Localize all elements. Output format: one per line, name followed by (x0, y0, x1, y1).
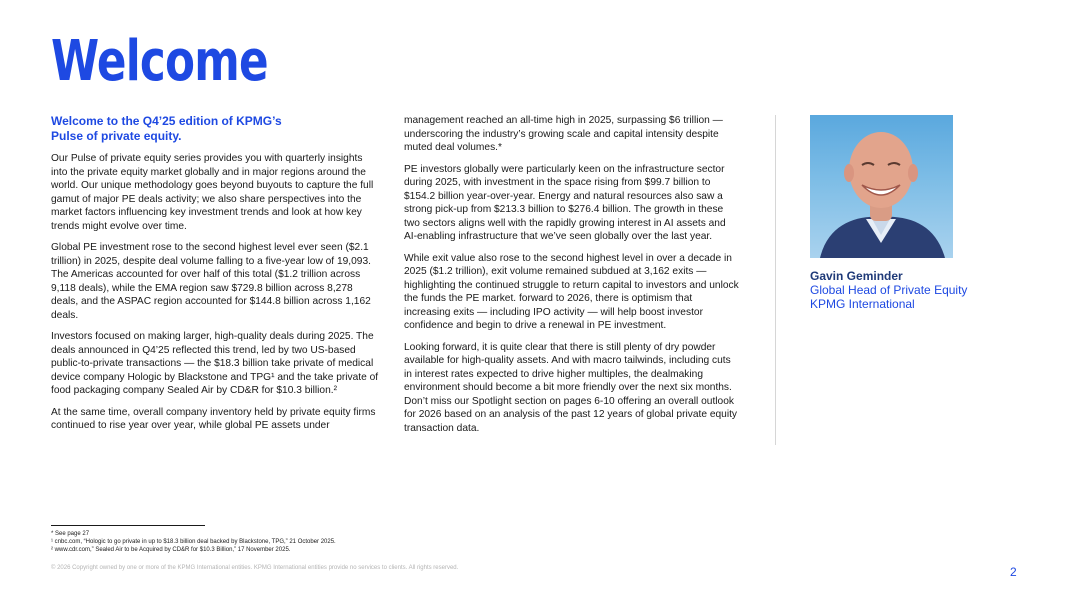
intro-heading: Welcome to the Q4’25 edition of KPMG’s Pulse of private equity. (51, 114, 282, 143)
paragraph: While exit value also rose to the second highest level in over a decade in 2025 ($1.2 trillion), exit volume remained subdued at 3,162 exits — highlighting the continued struggle to return capital to investors and unlock the funds the PE market. forward to 2026, there is optimism that increasing exits — including IPO activity — will help boost investor confidence and begin to drive a renewal in PE investment. (404, 252, 739, 331)
text-column-right (404, 114, 740, 443)
portrait-photo (810, 115, 953, 258)
column-divider (775, 115, 776, 445)
footnote-divider (51, 525, 205, 526)
paragraph: Looking forward, it is quite clear that there is still plenty of dry powder available for high-quality assets. And with macro tailwinds, including cuts in interest rates expected to drive higher multiples, the dealmaking environment should become a bit more friendly over the next six months. Don’t miss our Spotlight section on pages 6-10 offering an overall outlook for 2026 based on an analysis of the past 12 years of global private equity transaction data. (404, 341, 738, 434)
paragraph: PE investors globally were particularly keen on the infrastructure sector during 2025, with investment in the space rising from $99.7 billion to $154.2 billion year-over-year. Energy and natural resources also saw a strong pick-up from $213.3 billion to $276.4 billion. The growth in these two sectors aligns well with the rapidly growing interest in AI assets and AI-enabling infrastructure that we’ve seen globally over the last year. (404, 163, 726, 242)
footnote: ² www.cdr.com,” Sealed Air to be Acquired by CD&R for $10.3 Billion,” 17 November 2025. (51, 547, 291, 553)
page-title: Welcome (51, 29, 268, 94)
person-role: Global Head of Private Equity (810, 283, 968, 297)
paragraph: Our Pulse of private equity series provides you with quarterly insights into the private equity market globally and in major regions around the world. Our unique methodology goes beyond buyouts to capture the full gamut of major PE deals activity; we also share perspectives into the market factors influencing key investment trends and look at how key trends might evolve over time. (51, 153, 374, 232)
paragraph: Investors focused on making larger, high-quality deals during 2025. The deals announced in Q4’25 reflected this trend, led by two US-based public-to-private transactions — the $18.3 billion take private of medical device company Hologic by Blackstone and TPG¹ and the take private of food packaging company Sealed Air by CD&R for $10.3 billion.² (51, 331, 379, 396)
person-org: KPMG International (810, 297, 915, 311)
footnotes (51, 530, 336, 554)
person-name: Gavin Geminder (810, 269, 903, 283)
footnote: ¹ cnbc.com, “Hologic to go private in up to $18.3 billion deal backed by Blackstone, TPG,” 21 October 2025. (51, 539, 336, 545)
footnote: * See page 27 (51, 531, 90, 537)
page-number: 2 (1010, 565, 1017, 579)
paragraph: management reached an all-time high in 2025, surpassing $6 trillion — underscoring the industry’s growing scale and capital intensity despite muted deal volumes.* (404, 115, 723, 153)
copyright-text: © 2026 Copyright owned by one or more of the KPMG International entities. KPMG International entities provide no services to clients. All rights reserved. (51, 565, 459, 571)
paragraph: Global PE investment rose to the second highest level ever seen ($2.1 trillion) in 2025, despite deal volume falling to a five-year low of 19,093. The Americas accounted for over half of this total ($1.2 trillion across 9,118 deals), while the EMA region saw $729.8 billion across 8,278 deals, and the ASPAC region accounted for $144.8 billion across 1,162 deals. (51, 242, 371, 321)
paragraph: At the same time, overall company inventory held by private equity firms continued to rise year over year, while global PE assets under (51, 406, 376, 431)
text-column-left (51, 114, 381, 441)
person-caption (810, 269, 967, 311)
